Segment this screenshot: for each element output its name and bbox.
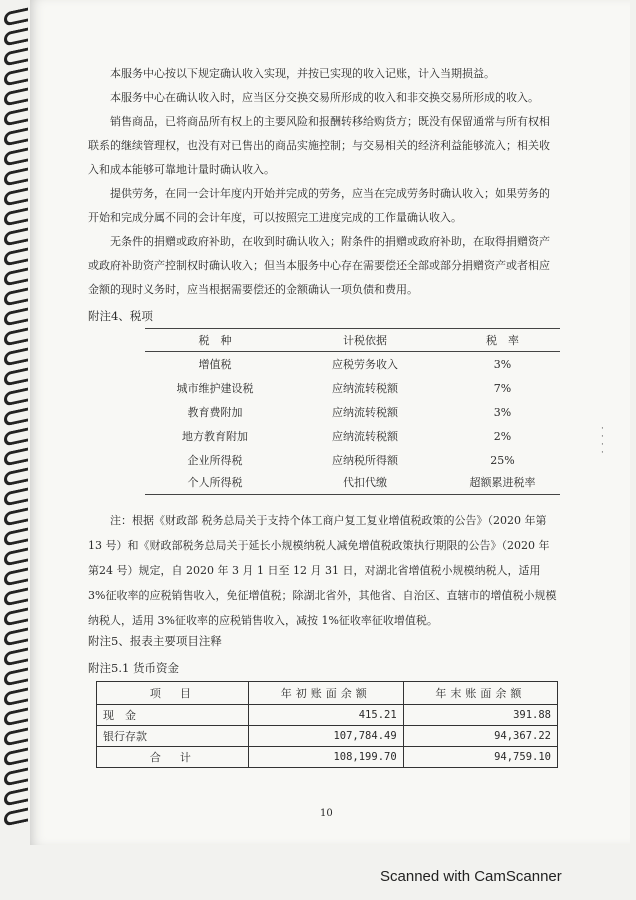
binding-coil [4,527,28,546]
cash-total-closing: 94,759.10 [403,747,557,768]
tax-table-bottom-rule [145,494,560,495]
binding-coil [4,427,28,446]
cash-header-opening: 年初账面余额 [248,682,403,705]
tax-rate: 2% [493,429,512,443]
tax-row [145,449,560,471]
tax-row [145,377,560,399]
tax-basis: 应纳流转税额 [332,406,398,419]
binding-coil [4,367,28,386]
binding-coil [4,787,28,806]
binding-coil [4,47,28,66]
tax-row [145,401,560,423]
tax-basis: 应纳流转税额 [332,430,398,443]
paragraph-2: 本服务中心在确认收入时，应当区分交换交易所形成的收入和非交换交易所形成的收入。 [110,91,539,104]
cash-table [96,681,558,768]
tax-rate: 超额累进税率 [469,476,536,489]
binding-coil [4,507,28,526]
spiral-binding [4,10,30,840]
tax-type: 城市维护建设税 [176,382,254,395]
binding-coil [4,107,28,126]
page-number: 10 [320,808,333,819]
cash-total-opening: 108,199.70 [248,747,403,768]
note4-title: 附注4、税项 [88,309,153,323]
binding-coil [4,767,28,786]
tax-basis: 代扣代缴 [343,476,387,489]
binding-coil [4,727,28,746]
binding-coil [4,627,28,646]
cash-header-item: 项 目 [97,682,249,705]
tax-row [145,353,560,375]
table-total-row [97,747,558,768]
binding-coil [4,7,28,26]
binding-coil [4,587,28,606]
tax-rate: 7% [493,381,512,395]
binding-coil [4,207,28,226]
tax-type: 教育费附加 [187,406,243,419]
cash-opening: 415.21 [248,705,403,726]
binding-coil [4,607,28,626]
note5-1-title: 附注5.1 货币资金 [88,661,179,675]
tax-type: 地方教育附加 [182,430,248,443]
paragraph-3: 销售商品，已将商品所有权上的主要风险和报酬转移给购货方；既没有保留通常与所有权相联系的继续管理权，也没有对已售出的商品实施控制；与交易相关的经济利益能够流入；相关收入和成本能够可靠地计量时确认收入。 [88,115,550,176]
tax-policy-note: 注：根据《财政部 税务总局关于支持个体工商户复工复业增值税政策的公告》（2020 年第 13 号）和《财政部税务总局关于延长小规模纳税人减免增值税政策执行期限的公告》（2020 年第24 号）规定，自 2020 年 3 月 1 日至 12 月 31 日，对湖北省增值税小规模纳税人，适用 3%征收率的应税销售收入，免征增值税；除湖北省外，其他省、自治区、直辖市的增值税小规模纳税人，适用 3%征收率的应税销售收入，减按 1%征收率征收增值税。 [88,514,557,627]
tax-basis: 应税劳务收入 [332,358,398,371]
binding-coil [4,707,28,726]
cash-closing: 94,367.22 [403,726,557,747]
cash-item: 现 金 [97,705,249,726]
binding-coil [4,87,28,106]
binding-coil [4,667,28,686]
cash-header-closing: 年末账面余额 [403,682,557,705]
note5-title: 附注5、报表主要项目注释 [88,634,222,648]
tax-basis: 应纳流转税额 [332,382,398,395]
binding-coil [4,407,28,426]
paragraph-1: 本服务中心按以下规定确认收入实现，并按已实现的收入记账，计入当期损益。 [110,67,495,80]
binding-coil [4,447,28,466]
margin-marks: · · · · [601,424,604,458]
binding-coil [4,747,28,766]
binding-coil [4,227,28,246]
binding-coil [4,567,28,586]
binding-coil [4,347,28,366]
cash-table-header [97,682,558,705]
binding-coil [4,267,28,286]
binding-coil [4,487,28,506]
binding-coil [4,67,28,86]
tax-type: 增值税 [198,358,232,371]
cash-total-label: 合 计 [97,747,249,768]
tax-row [145,471,560,493]
binding-coil [4,147,28,166]
paragraph-4: 提供劳务，在同一会计年度内开始并完成的劳务，应当在完成劳务时确认收入；如果劳务的开始和完成分属不同的会计年度，可以按照完工进度完成的工作量确认收入。 [88,187,550,224]
table-row [97,726,558,747]
tax-type: 个人所得税 [187,476,243,489]
paragraph-5: 无条件的捐赠或政府补助，在收到时确认收入；附条件的捐赠或政府补助，在取得捐赠资产或政府补助资产控制权时确认收入；但当本服务中心存在需要偿还全部或部分捐赠资产或者相应金额的现时义务时，应当根据需要偿还的金额确认一项负债和费用。 [88,235,550,296]
tax-type: 企业所得税 [187,454,243,467]
cash-closing: 391.88 [403,705,557,726]
binding-coil [4,547,28,566]
tax-rate: 25% [490,453,515,467]
binding-coil [4,287,28,306]
tax-header-basis: 计税依据 [343,334,387,347]
binding-coil [4,327,28,346]
binding-coil [4,27,28,46]
binding-coil [4,307,28,326]
table-row [97,705,558,726]
binding-coil [4,687,28,706]
tax-table-header-rule [145,351,560,352]
tax-rate: 3% [493,405,512,419]
binding-coil [4,167,28,186]
binding-coil [4,187,28,206]
tax-header-type: 税 种 [198,334,232,347]
cash-opening: 107,784.49 [248,726,403,747]
tax-basis: 应纳税所得额 [332,454,398,467]
tax-row [145,425,560,447]
tax-header-rate: 税 率 [486,334,519,347]
binding-coil [4,247,28,266]
binding-coil [4,467,28,486]
binding-coil [4,647,28,666]
binding-coil [4,387,28,406]
binding-coil [4,127,28,146]
tax-rate: 3% [493,357,512,371]
tax-table-header [145,329,560,351]
binding-coil [4,807,28,826]
cash-item: 银行存款 [97,726,249,747]
scanner-watermark: Scanned with CamScanner [380,868,562,885]
